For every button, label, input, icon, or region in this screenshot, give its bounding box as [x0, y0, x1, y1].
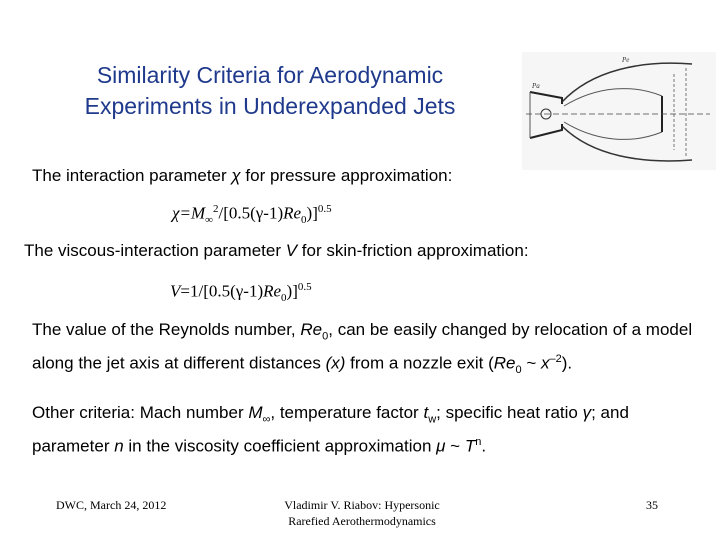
title-line-1: Similarity Criteria for Aerodynamic: [96, 62, 444, 88]
footer-author: Vladimir V. Riabov: Hypersonic Rarefied Aerothermodynamics: [284, 498, 440, 528]
other-criteria-paragraph: Other criteria: Mach number $M_\infty$, temperature factor $t_w$; specific heat ratio γ; and parameter n in the viscosity coefficient approximation μ ~ $T^n$.: [32, 403, 629, 457]
figure-label-pa: Pa: [532, 82, 540, 90]
figure-label-pe: Pe: [622, 56, 630, 64]
jet-diagram: [522, 52, 716, 170]
slide-title: [30, 60, 510, 122]
title-line-2: Experiments in Underexpanded Jets: [84, 93, 456, 119]
page-number: 35: [646, 498, 658, 512]
viscous-equation: $V=1/[0.5(\gamma-1)Re_0)]^{0.5}$: [170, 281, 312, 305]
footer-date: DWC, March 24, 2012: [56, 498, 167, 512]
interaction-parameter-text: The interaction parameter χ for pressure approximation:: [32, 166, 453, 185]
viscous-parameter-text: The viscous-interaction parameter V for skin-friction approximation:: [24, 241, 529, 260]
reynolds-paragraph: The value of the Reynolds number, $Re_0$, can be easily changed by relocation of a model along the jet axis at different distances (x) from a nozzle exit ($Re_0$ ~ $x^{-2}$).: [32, 320, 693, 377]
interaction-equation: $\chi=M_\infty^2/[0.5(\gamma-1)Re_0)]^{0.5}$: [172, 203, 332, 227]
